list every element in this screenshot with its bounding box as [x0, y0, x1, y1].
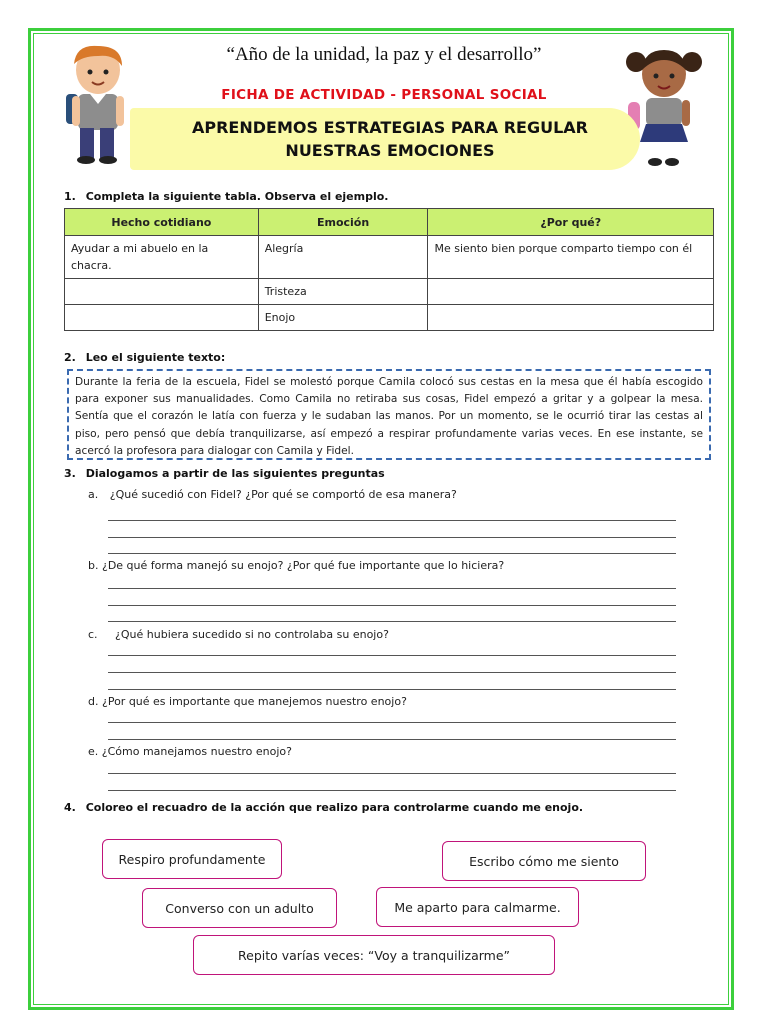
answer-line[interactable]	[108, 689, 676, 690]
table-cell[interactable]: Me siento bien porque comparto tiempo con él	[428, 236, 714, 279]
question-text: ¿Por qué es importante que manejemos nuestro enojo?	[101, 695, 407, 708]
question-letter: a.	[88, 488, 99, 501]
question-3b	[88, 559, 504, 572]
reading-passage: Durante la feria de la escuela, Fidel se molestó porque Camila colocó sus cestas en la mesa que él había escogido para exponer sus manualidades. Como Camila no retiraba sus cosas, Fidel empezó a gritar y a golpear la mesa. Sentía que el corazón le latía con fuerza y le sudaban las manos. Por un momento, se le ocurrió tirar las cestas al piso, pero pensó que debía tranquilizarse, así empezó a respirar profundamente varias veces. En ese instante, se acercó la profesora para dialogar con Camila y Fidel.	[67, 369, 711, 460]
table-cell[interactable]	[65, 305, 259, 331]
title-line-1: APRENDEMOS ESTRATEGIAS PARA REGULAR	[192, 118, 588, 137]
question-3-heading	[64, 467, 385, 480]
question-3-number: 3.	[64, 467, 76, 480]
table-cell[interactable]	[65, 279, 259, 305]
option-me-aparto[interactable]: Me aparto para calmarme.	[376, 887, 579, 927]
question-2-number: 2.	[64, 351, 76, 364]
question-letter: c.	[88, 628, 98, 641]
question-3d	[88, 695, 407, 708]
answer-line[interactable]	[108, 588, 676, 589]
table-header-row	[65, 209, 714, 236]
answer-line[interactable]	[108, 790, 676, 791]
answer-line[interactable]	[108, 520, 676, 521]
question-2-text: Leo el siguiente texto:	[85, 351, 226, 364]
answer-line[interactable]	[108, 537, 676, 538]
table-cell[interactable]: Ayudar a mi abuelo en la chacra.	[65, 236, 259, 279]
question-4-text: Coloreo el recuadro de la acción que realizo para controlarme cuando me enojo.	[85, 801, 584, 814]
column-header: Emoción	[258, 209, 428, 236]
worksheet-subtitle: FICHA DE ACTIVIDAD - PERSONAL SOCIAL	[221, 87, 547, 103]
question-2-heading	[64, 351, 225, 364]
question-3c	[88, 628, 389, 641]
answer-line[interactable]	[108, 605, 676, 606]
answer-line[interactable]	[108, 773, 676, 774]
table-cell[interactable]	[428, 305, 714, 331]
column-header: ¿Por qué?	[428, 209, 714, 236]
question-letter: b.	[88, 559, 99, 572]
question-1-text: Completa la siguiente tabla. Observa el ejemplo.	[85, 190, 389, 203]
table-row	[65, 305, 714, 331]
question-text: ¿De qué forma manejó su enojo? ¿Por qué fue importante que lo hiciera?	[101, 559, 505, 572]
question-text: ¿Qué sucedió con Fidel? ¿Por qué se comportó de esa manera?	[109, 488, 457, 501]
question-letter: e.	[88, 745, 99, 758]
question-3e	[88, 745, 292, 758]
question-3a	[88, 488, 457, 501]
question-1-number: 1.	[64, 190, 76, 203]
question-3-text: Dialogamos a partir de las siguientes preguntas	[85, 467, 385, 480]
answer-line[interactable]	[108, 739, 676, 740]
option-repito[interactable]: Repito varías veces: “Voy a tranquilizarme”	[193, 935, 555, 975]
option-respiro[interactable]: Respiro profundamente	[102, 839, 282, 879]
question-text: ¿Qué hubiera sucedido si no controlaba su enojo?	[115, 628, 389, 641]
option-converso[interactable]: Converso con un adulto	[142, 888, 337, 928]
answer-line[interactable]	[108, 553, 676, 554]
worksheet-title	[130, 116, 650, 162]
emotions-table	[64, 208, 714, 331]
table-cell: Tristeza	[258, 279, 428, 305]
question-text: ¿Cómo manejamos nuestro enojo?	[101, 745, 292, 758]
table-row	[65, 236, 714, 279]
table-cell: Enojo	[258, 305, 428, 331]
answer-line[interactable]	[108, 621, 676, 622]
table-cell: Alegría	[258, 236, 428, 279]
year-motto: “Año de la unidad, la paz y el desarrollo”	[226, 44, 542, 65]
question-4-number: 4.	[64, 801, 76, 814]
table-cell[interactable]	[428, 279, 714, 305]
column-header: Hecho cotidiano	[65, 209, 259, 236]
answer-line[interactable]	[108, 655, 676, 656]
option-escribo[interactable]: Escribo cómo me siento	[442, 841, 646, 881]
question-letter: d.	[88, 695, 99, 708]
title-line-2: NUESTRAS EMOCIONES	[285, 141, 495, 160]
question-1-heading	[64, 190, 388, 203]
question-4-heading	[64, 801, 583, 814]
answer-line[interactable]	[108, 672, 676, 673]
answer-line[interactable]	[108, 722, 676, 723]
table-row	[65, 279, 714, 305]
